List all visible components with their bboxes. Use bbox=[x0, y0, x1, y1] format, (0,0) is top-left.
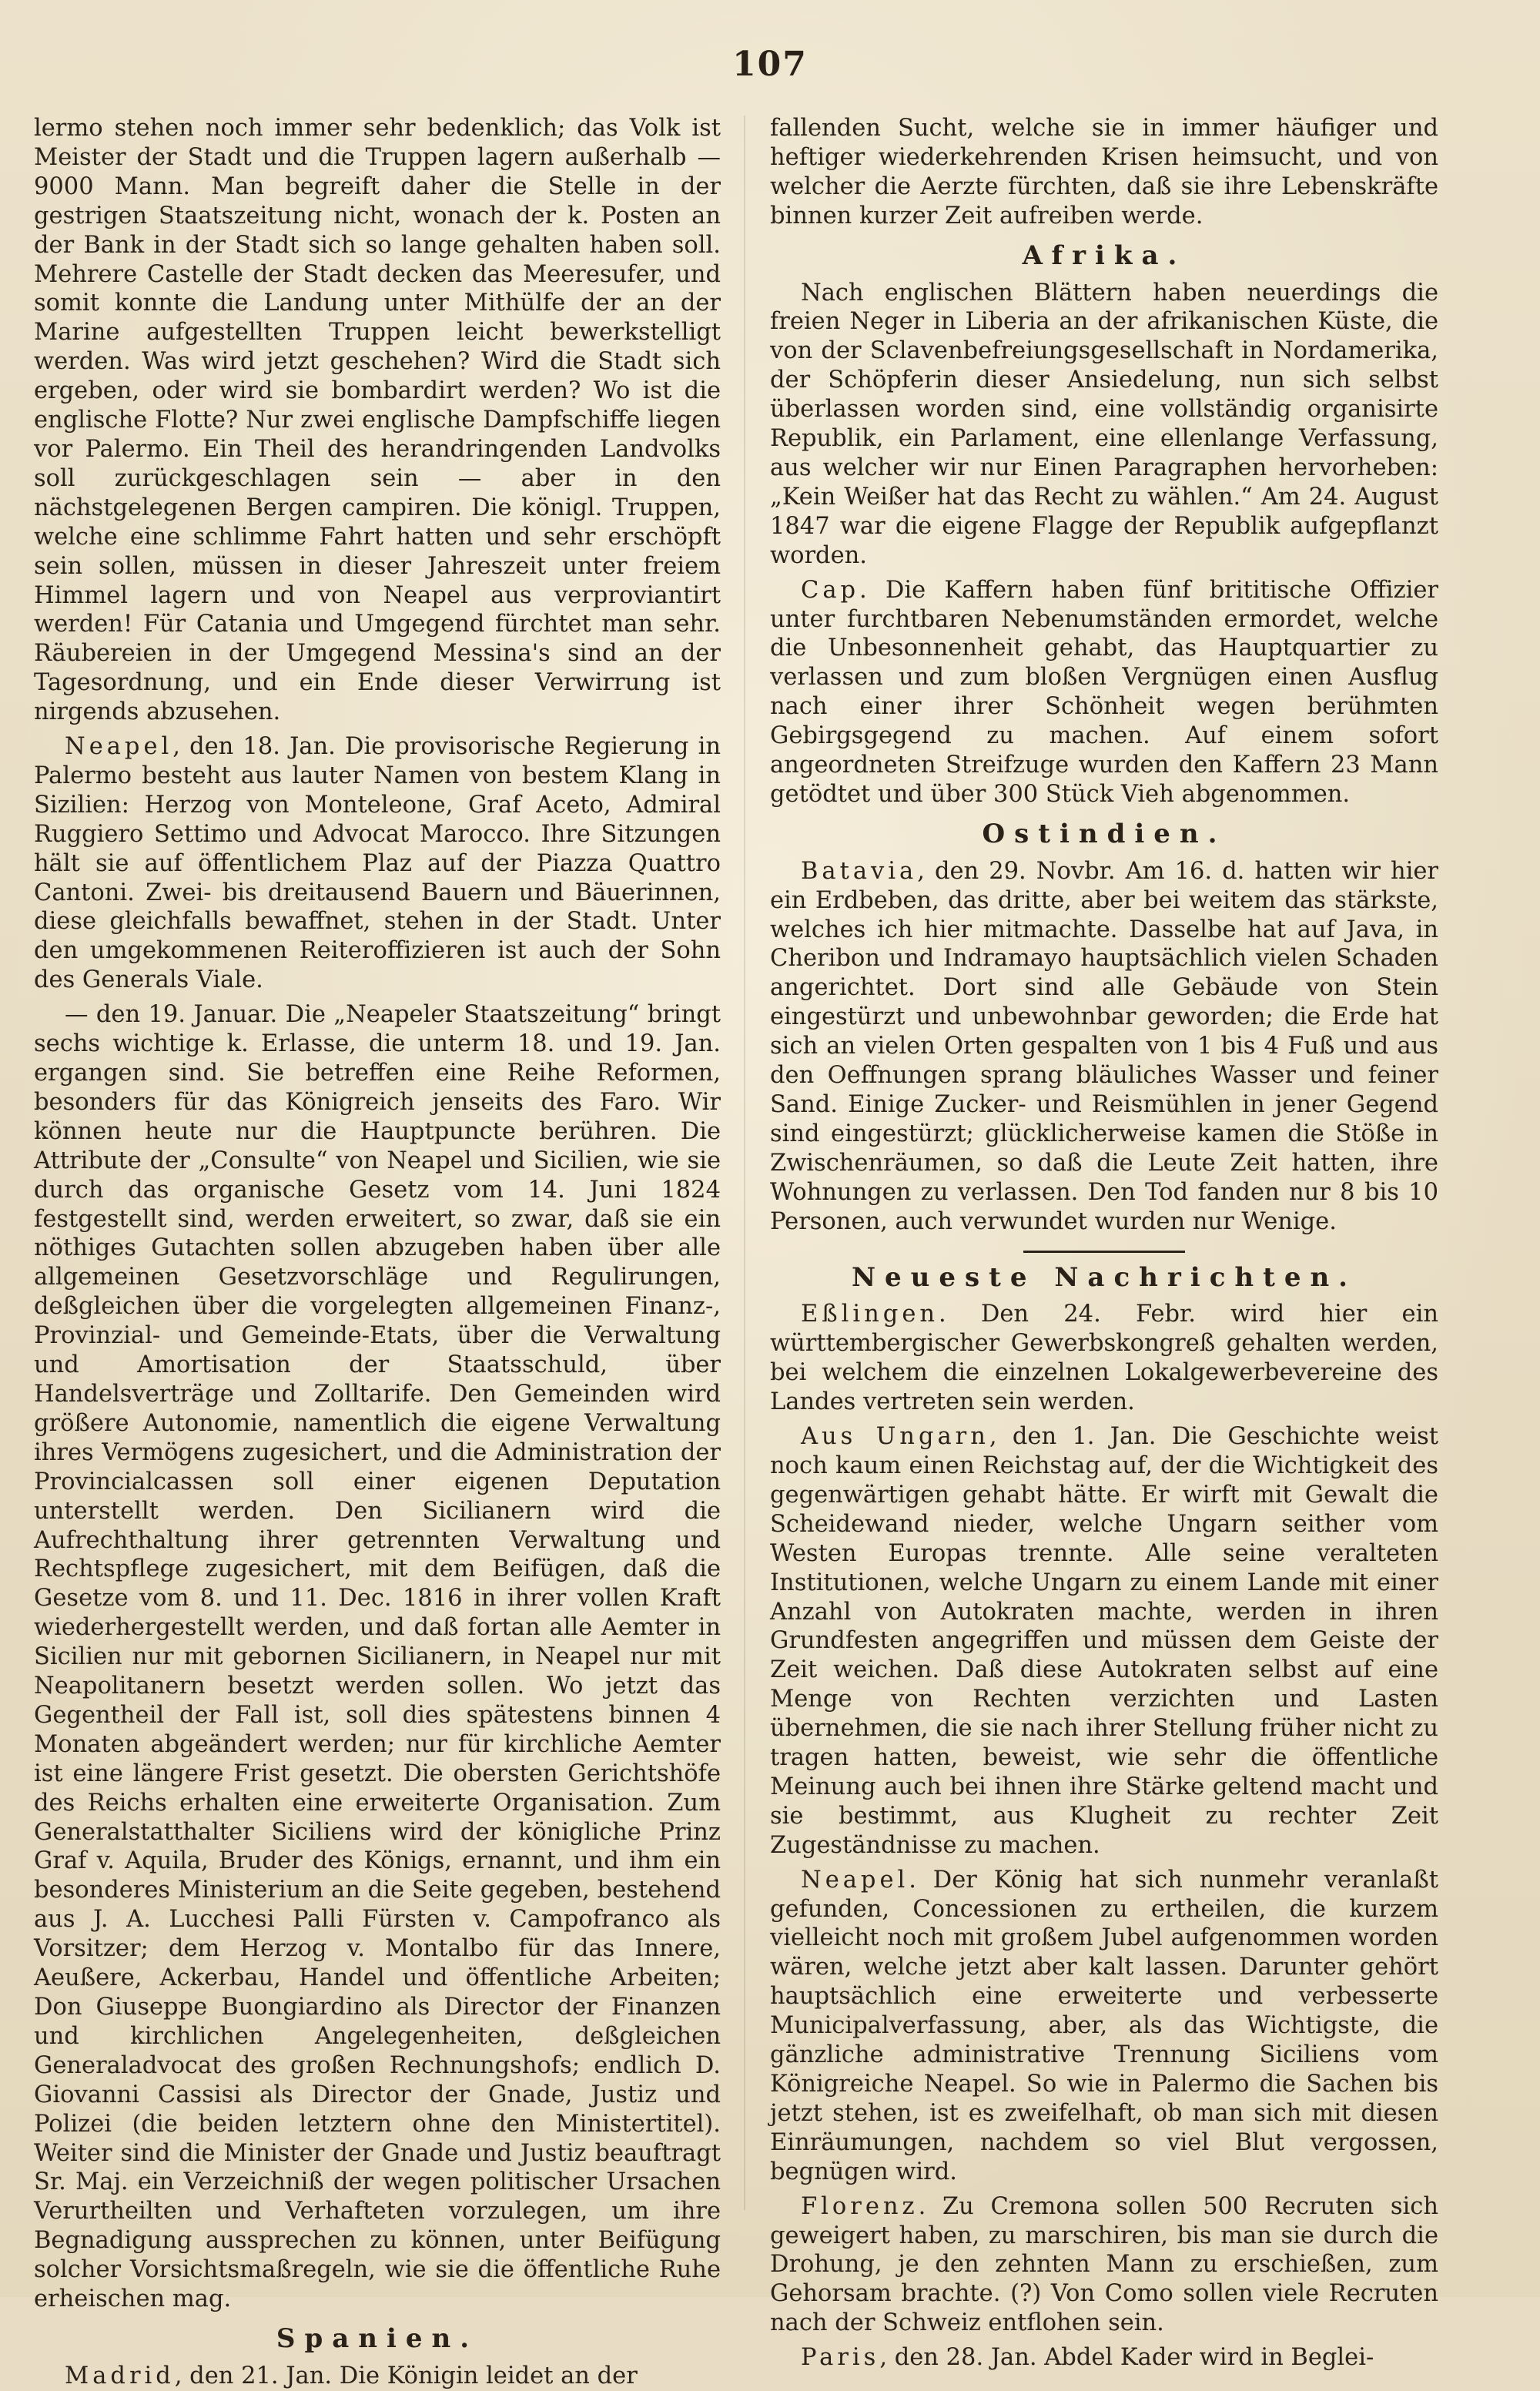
dateline-place: Batavia bbox=[801, 857, 918, 885]
dateline-place: Madrid bbox=[65, 2362, 175, 2389]
article-text: . Der König hat sich nunmehr veranlaßt gefunden, Concessionen zu ertheilen, die kurzem vielleicht noch mit großem Jubel aufgenommen worden wären, welche jetzt aber kalt lassen. Darunter gehört hauptsächlich eine erweiterte und verbesserte Municipalverfassung, aber, als das Wichtigste, die gänzliche administrative Trennung Siciliens vom Königreiche Neapel. So wie in Palermo die Sachen bis jetzt stehen, ist es zweifelhaft, ob man sich mit diesen Einräumungen, nachdem so viel Blut vergossen, begnügen wird. bbox=[770, 1866, 1438, 2185]
article-ungarn bbox=[770, 1422, 1438, 1860]
article-text: , den 18. Jan. Die provisorische Regierung in Palermo besteht aus lauter Namen von bestem Klang in Sizilien: Herzog von Monteleone, Graf Aceto, Admiral Ruggiero Settimo und Advocat Marocco. Ihre Sitzungen hält sie auf öffentlichem Plaz auf der Piazza Quattro Cantoni. Zwei- bis dreitausend Bauern und Bäuerinnen, diese gleichfalls bewaffnet, stehen in der Stadt. Unter den umgekommenen Reiteroffizieren ist auch der Sohn des Generals Viale. bbox=[34, 733, 721, 994]
article-florenz bbox=[770, 2192, 1438, 2339]
article-text: , den 21. Jan. Die Königin leidet an der bbox=[174, 2362, 638, 2389]
article-batavia bbox=[770, 857, 1438, 1237]
dateline-place: Aus Ungarn bbox=[801, 1423, 989, 1451]
article-text: . Die Kaffern haben fünf brititische Offizier unter furchtbaren Nebenumständen ermordet, welche die Unbesonnenheit gehabt, das Hauptquartier zu verlassen und zum bloßen Vergnügen einen Ausflug nach einer ihrer Schönheit wegen berühmten Gebirgsgegend zu machen. Auf einem sofort angeordneten Streifzuge wurden den Kaffern 23 Mann getödtet und über 300 Stück Vieh abgenommen. bbox=[770, 576, 1438, 808]
article-cap bbox=[770, 576, 1438, 809]
article-text: , den 28. Jan. Abdel Kader wird in Beglei- bbox=[879, 2344, 1374, 2372]
column-divider bbox=[744, 116, 745, 2210]
section-heading-ostindien: Ostindien. bbox=[982, 818, 1227, 849]
section-heading-afrika: Afrika. bbox=[1022, 239, 1187, 271]
section-heading-neueste-nachrichten: Neueste Nachrichten. bbox=[851, 1261, 1358, 1293]
article-palermo-continued: lermo stehen noch immer sehr bedenklich; das Volk ist Meister der Stadt und die Truppen lagern außerhalb — 9000 Mann. Man begreift daher die Stelle in der gestrigen Staatszeitung nicht, wonach der k. Posten an der Bank in der Stadt sich so lange gehalten haben soll. Mehrere Castelle der Stadt decken das Meeresufer, und somit konnte die Landung unter Mithülfe der an der Marine aufgestellten Truppen leicht bewerkstelligt werden. Was wird jetzt geschehen? Wird die Stadt sich ergeben, oder wird sie bombardirt werden? Wo ist die englische Flotte? Nur zwei englische Dampfschiffe liegen vor Palermo. Ein Theil des herandringenden Landvolks soll zurückgeschlagen sein — aber in den nächstgelegenen Bergen campiren. Die königl. Truppen, welche eine schlimme Fahrt hatten und sehr erschöpft sein sollen, müssen in dieser Jahreszeit unter freiem Himmel lagern und von Neapel aus verproviantirt werden! Für Catania und Umgegend fürchtet man sehr. Räubereien in der Umgegend Messina's sind an der Tagesordnung, und ein Ende dieser Verwirrung ist nirgends abzusehen. bbox=[34, 115, 721, 726]
page-number: 107 bbox=[732, 45, 808, 84]
article-esslingen bbox=[770, 1300, 1438, 1417]
article-neapel-18-jan bbox=[34, 732, 721, 995]
section-rule bbox=[1023, 1251, 1185, 1253]
article-text: , den 1. Jan. Die Geschichte weist noch kaum einen Reichstag auf, der die Wichtigkeit des gegenwärtigen gehabt hätte. Er wirft mit Gewalt die Scheidewand nieder, welche Ungarn seither vom Westen Europas trennte. Alle seine veralteten Institutionen, welche Ungarn zu einem Lande mit einer Anzahl von Autokraten machte, werden in ihren Grundfesten angegriffen und müssen dem Geiste der Zeit weichen. Daß diese Autokraten selbst auf eine Menge von Rechten verzichten und Lasten übernehmen, die sie nach ihrer Stellung früher nicht zu tragen hatten, beweist, wie sehr die öffentliche Meinung auch bei ihnen ihre Stärke geltend macht und sie bestimmt, aus Klugheit zu rechter Zeit Zugeständnisse zu machen. bbox=[770, 1423, 1439, 1859]
dateline-place: Neapel bbox=[65, 733, 173, 761]
right-column bbox=[770, 114, 1438, 2373]
dateline-place: Florenz bbox=[801, 2192, 919, 2220]
dateline-place: Neapel bbox=[801, 1866, 909, 1894]
article-madrid bbox=[34, 2362, 721, 2391]
article-neapel-19-jan: — den 19. Januar. Die „Neapeler Staatszeitung“ bringt sechs wichtige k. Erlasse, die unterm 18. und 19. Jan. ergangen sind. Sie betreffen eine Reihe Reformen, besonders für das Königreich jenseits des Faro. Wir können heute nur die Hauptpuncte berühren. Die Attribute der „Consulte“ von Neapel und Sicilien, wie sie durch das organische Gesetz vom 14. Juni 1824 festgestellt sind, werden erweitert, so zwar, daß sie ein nöthiges Gutachten sollen abzugeben haben über alle allgemeinen Gesetzvorschläge und Regulirungen, deßgleichen über die vorgelegten allgemeinen Finanz-, Provinzial- und Gemeinde-Etats, über die Verwaltung und Amortisation der Staatsschuld, über Handelsverträge und Zolltarife. Den Gemeinden wird größere Autonomie, namentlich die eigene Verwaltung ihres Vermögens zugesichert, und die Administration der Provincialcassen soll einer eigenen Deputation unterstellt werden. Den Sicilianern wird die Aufrechthaltung ihrer getrennten Verwaltung und Rechtspflege zugesichert, mit dem Beifügen, daß die Gesetze vom 8. und 11. Dec. 1816 in ihrer vollen Kraft wiederhergestellt werden, und daß fortan alle Aemter in Sicilien nur mit gebornen Sicilianern, in Neapel nur mit Neapolitanern besetzt werden sollen. Wo jetzt das Gegentheil der Fall ist, soll dies spätestens binnen 4 Monaten abgeändert werden; nur für kirchliche Aemter ist eine längere Frist gesetzt. Die obersten Gerichtshöfe des Reichs erhalten eine erweiterte Organisation. Zum Generalstatthalter Siciliens wird der königliche Prinz Graf v. Aquila, Bruder des Königs, ernannt, und ihm ein besonderes Ministerium an die Seite gegeben, bestehend aus J. A. Lucchesi Palli Fürsten v. Campofranco als Vorsitzer; dem Herzog v. Montalbo für das Innere, Aeußere, Ackerbau, Handel und öffentliche Arbeiten; Don Giuseppe Buongiardino als Director der Finanzen und kirchlichen Angelegenheiten, deßgleichen Generaladvocat des großen Rechnungshofs; endlich D. Giovanni Cassisi als Director der Gnade, Justiz und Polizei (die beiden letztern ohne den Ministertitel). Weiter sind die Minister der Gnade und Justiz beauftragt Sr. Maj. ein Verzeichniß der wegen politischer Ursachen Verurtheilten und Verhafteten vorzulegen, um ihre Begnadigung aussprechen zu können, unter Beifügung solcher Vorsichtsmaßregeln, wie sie die öffentliche Ruhe erheischen mag. bbox=[34, 1001, 721, 2313]
article-neapel-concessionen bbox=[770, 1866, 1438, 2187]
article-madrid-continued: fallenden Sucht, welche sie in immer häufiger und heftiger wiederkehrenden Krisen heimsucht, und von welcher die Aerzte fürchten, daß sie ihre Lebenskräfte binnen kurzer Zeit aufreiben werde. bbox=[770, 115, 1438, 229]
left-column bbox=[34, 114, 721, 2391]
dateline-place: Eßlingen bbox=[801, 1301, 939, 1328]
section-heading-spanien: Spanien. bbox=[276, 2322, 479, 2354]
article-text: , den 29. Novbr. Am 16. d. hatten wir hier ein Erdbeben, das dritte, aber bei weitem das stärkste, welches ich hier mitmachte. Dasselbe hat auf Java, in Cheribon und Indramayo hauptsächlich vielen Schaden angerichtet. Dort sind alle Gebäude von Stein eingestürzt und unbewohnbar geworden; die Erde hat sich an vielen Orten gespalten von 1 bis 4 Fuß und aus den Oeffnungen sprang bläuliches Wasser und feiner Sand. Einige Zucker- und Reismühlen in jener Gegend sind eingestürzt; glücklicherweise kamen die Stöße in Zwischenräumen, so daß die Leute Zeit hatten, ihre Wohnungen zu verlassen. Den Tod fanden nur 8 bis 10 Personen, auch verwundet wurden nur Wenige. bbox=[770, 857, 1438, 1235]
dateline-place: Cap bbox=[801, 576, 860, 604]
dateline-place: Paris bbox=[801, 2344, 880, 2372]
article-text: . Den 24. Febr. wird hier ein württembergischer Gewerbskongreß gehalten werden, bei welchem die einzelnen Lokalgewerbevereine des Landes vertreten sein werden. bbox=[770, 1301, 1438, 1416]
article-liberia: Nach englischen Blättern haben neuerdings die freien Neger in Liberia an der afrikanischen Küste, die von der Sclavenbefreiungsgesellschaft in Nordamerika, der Schöpferin dieser Ansiedelung, nun sich selbst überlassen worden sind, eine vollständig organisirte Republik, ein Parlament, eine ellenlange Verfassung, aus welcher wir nur Einen Paragraphen hervorheben: „Kein Weißer hat das Recht zu wählen.“ Am 24. August 1847 war die eigene Flagge der Republik aufgepflanzt worden. bbox=[770, 279, 1438, 569]
article-text: . Zu Cremona sollen 500 Recruten sich geweigert haben, zu marschiren, bis man sie durch die Drohung, je den zehnten Mann zu erschießen, zum Gehorsam brachte. (?) Von Como sollen viele Recruten nach der Schweiz entflohen sein. bbox=[770, 2192, 1438, 2337]
article-paris bbox=[770, 2343, 1438, 2373]
